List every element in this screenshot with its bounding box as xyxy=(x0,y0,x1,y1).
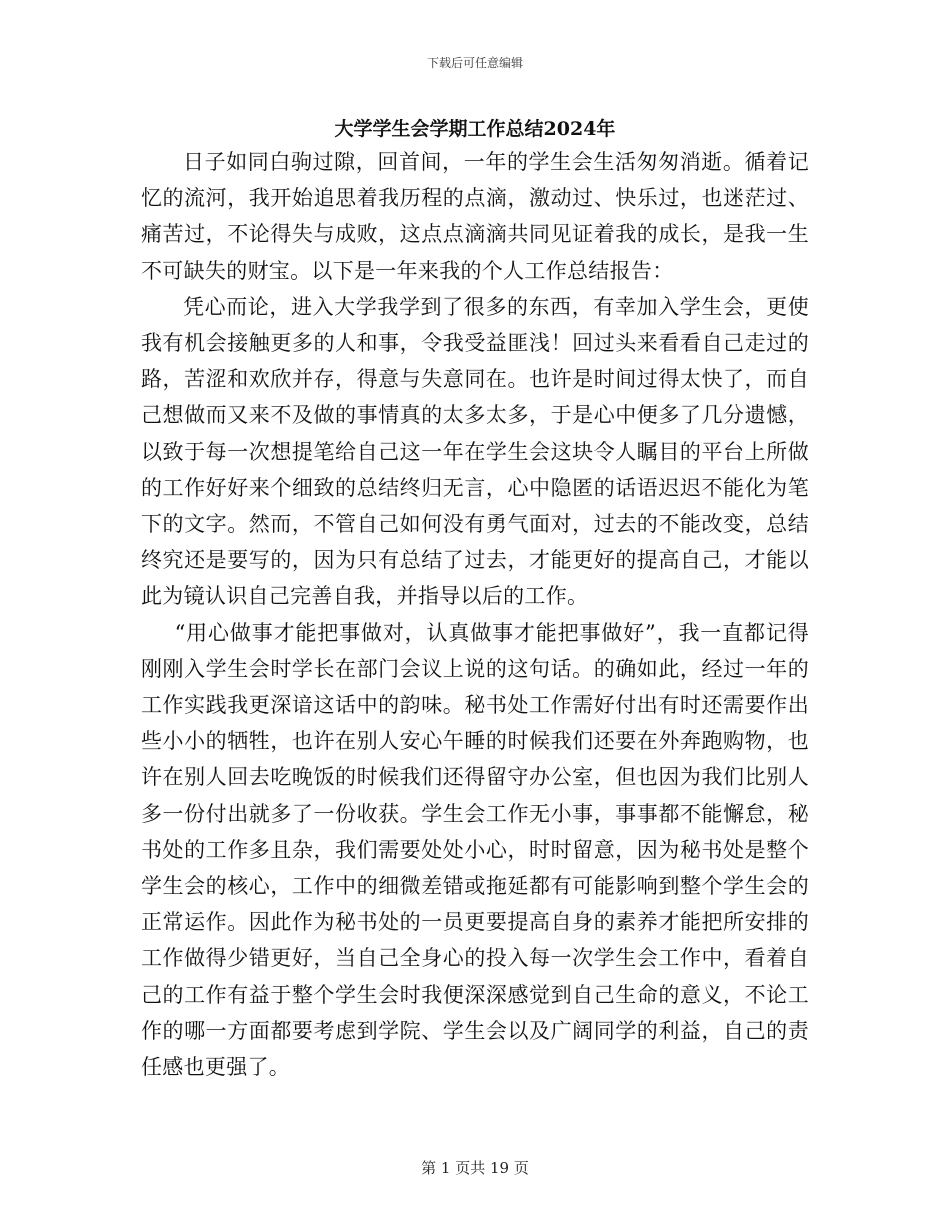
document-title: 大学学生会学期工作总结2024年 xyxy=(334,118,616,140)
paragraph-intro: 日子如同白驹过隙，回首间，一年的学生会生活匆匆消逝。循着记忆的流河，我开始追思着我历程的点滴，激动过、快乐过，也迷茫过、痛苦过，不论得失与成败，这点点滴滴共同见证着我的成长，是我一生不可缺失的财宝。以下是一年来我的个人工作总结报告： xyxy=(141,150,809,283)
header-note: 下载后可任意编辑 xyxy=(426,56,523,70)
document-body xyxy=(141,144,809,1085)
page-number-footer: 第 1 页共 19 页 xyxy=(421,1159,529,1177)
paragraph-reflection: 凭心而论，进入大学我学到了很多的东西，有幸加入学生会，更使我有机会接触更多的人和事，令我受益匪浅！回过头来看看自己走过的路，苦涩和欢欣并存，得意与失意同在。也许是时间过得太快了，而自己想做而又来不及做的事情真的太多太多，于是心中便多了几分遗憾，以致于每一次想提笔给自己这一年在学生会这块令人瞩目的平台上所做的工作好好来个细致的总结终归无言，心中隐匿的话语迟迟不能化为笔下的文字。然而，不管自己如何没有勇气面对，过去的不能改变，总结终究还是要写的，因为只有总结了过去，才能更好的提高自己，才能以此为镜认识自己完善自我，并指导以后的工作。 xyxy=(141,294,809,609)
paragraph-secretariat-work: “用心做事才能把事做对，认真做事才能把事做好”，我一直都记得刚刚入学生会时学长在部门会议上说的这句话。的确如此，经过一年的工作实践我更深谙这话中的韵味。秘书处工作需好付出有时还需要作出些小小的牺牲，也许在别人安心午睡的时候我们还要在外奔跑购物，也许在别人回去吃晚饭的时候我们还得留守办公室，但也因为我们比别人多一份付出就多了一份收获。学生会工作无小事，事事都不能懈怠，秘书处的工作多且杂，我们需要处处小心，时时留意，因为秘书处是整个学生会的核心，工作中的细微差错或拖延都有可能影响到整个学生会的正常运作。因此作为秘书处的一员更要提高自身的素养才能把所安排的工作做得少错更好，当自己全身心的投入每一次学生会工作中，看着自己的工作有益于整个学生会时我便深深感觉到自己生命的意义，不论工作的哪一方面都要考虑到学院、学生会以及广阔同学的利益，自己的责任感也更强了。 xyxy=(141,620,809,1080)
